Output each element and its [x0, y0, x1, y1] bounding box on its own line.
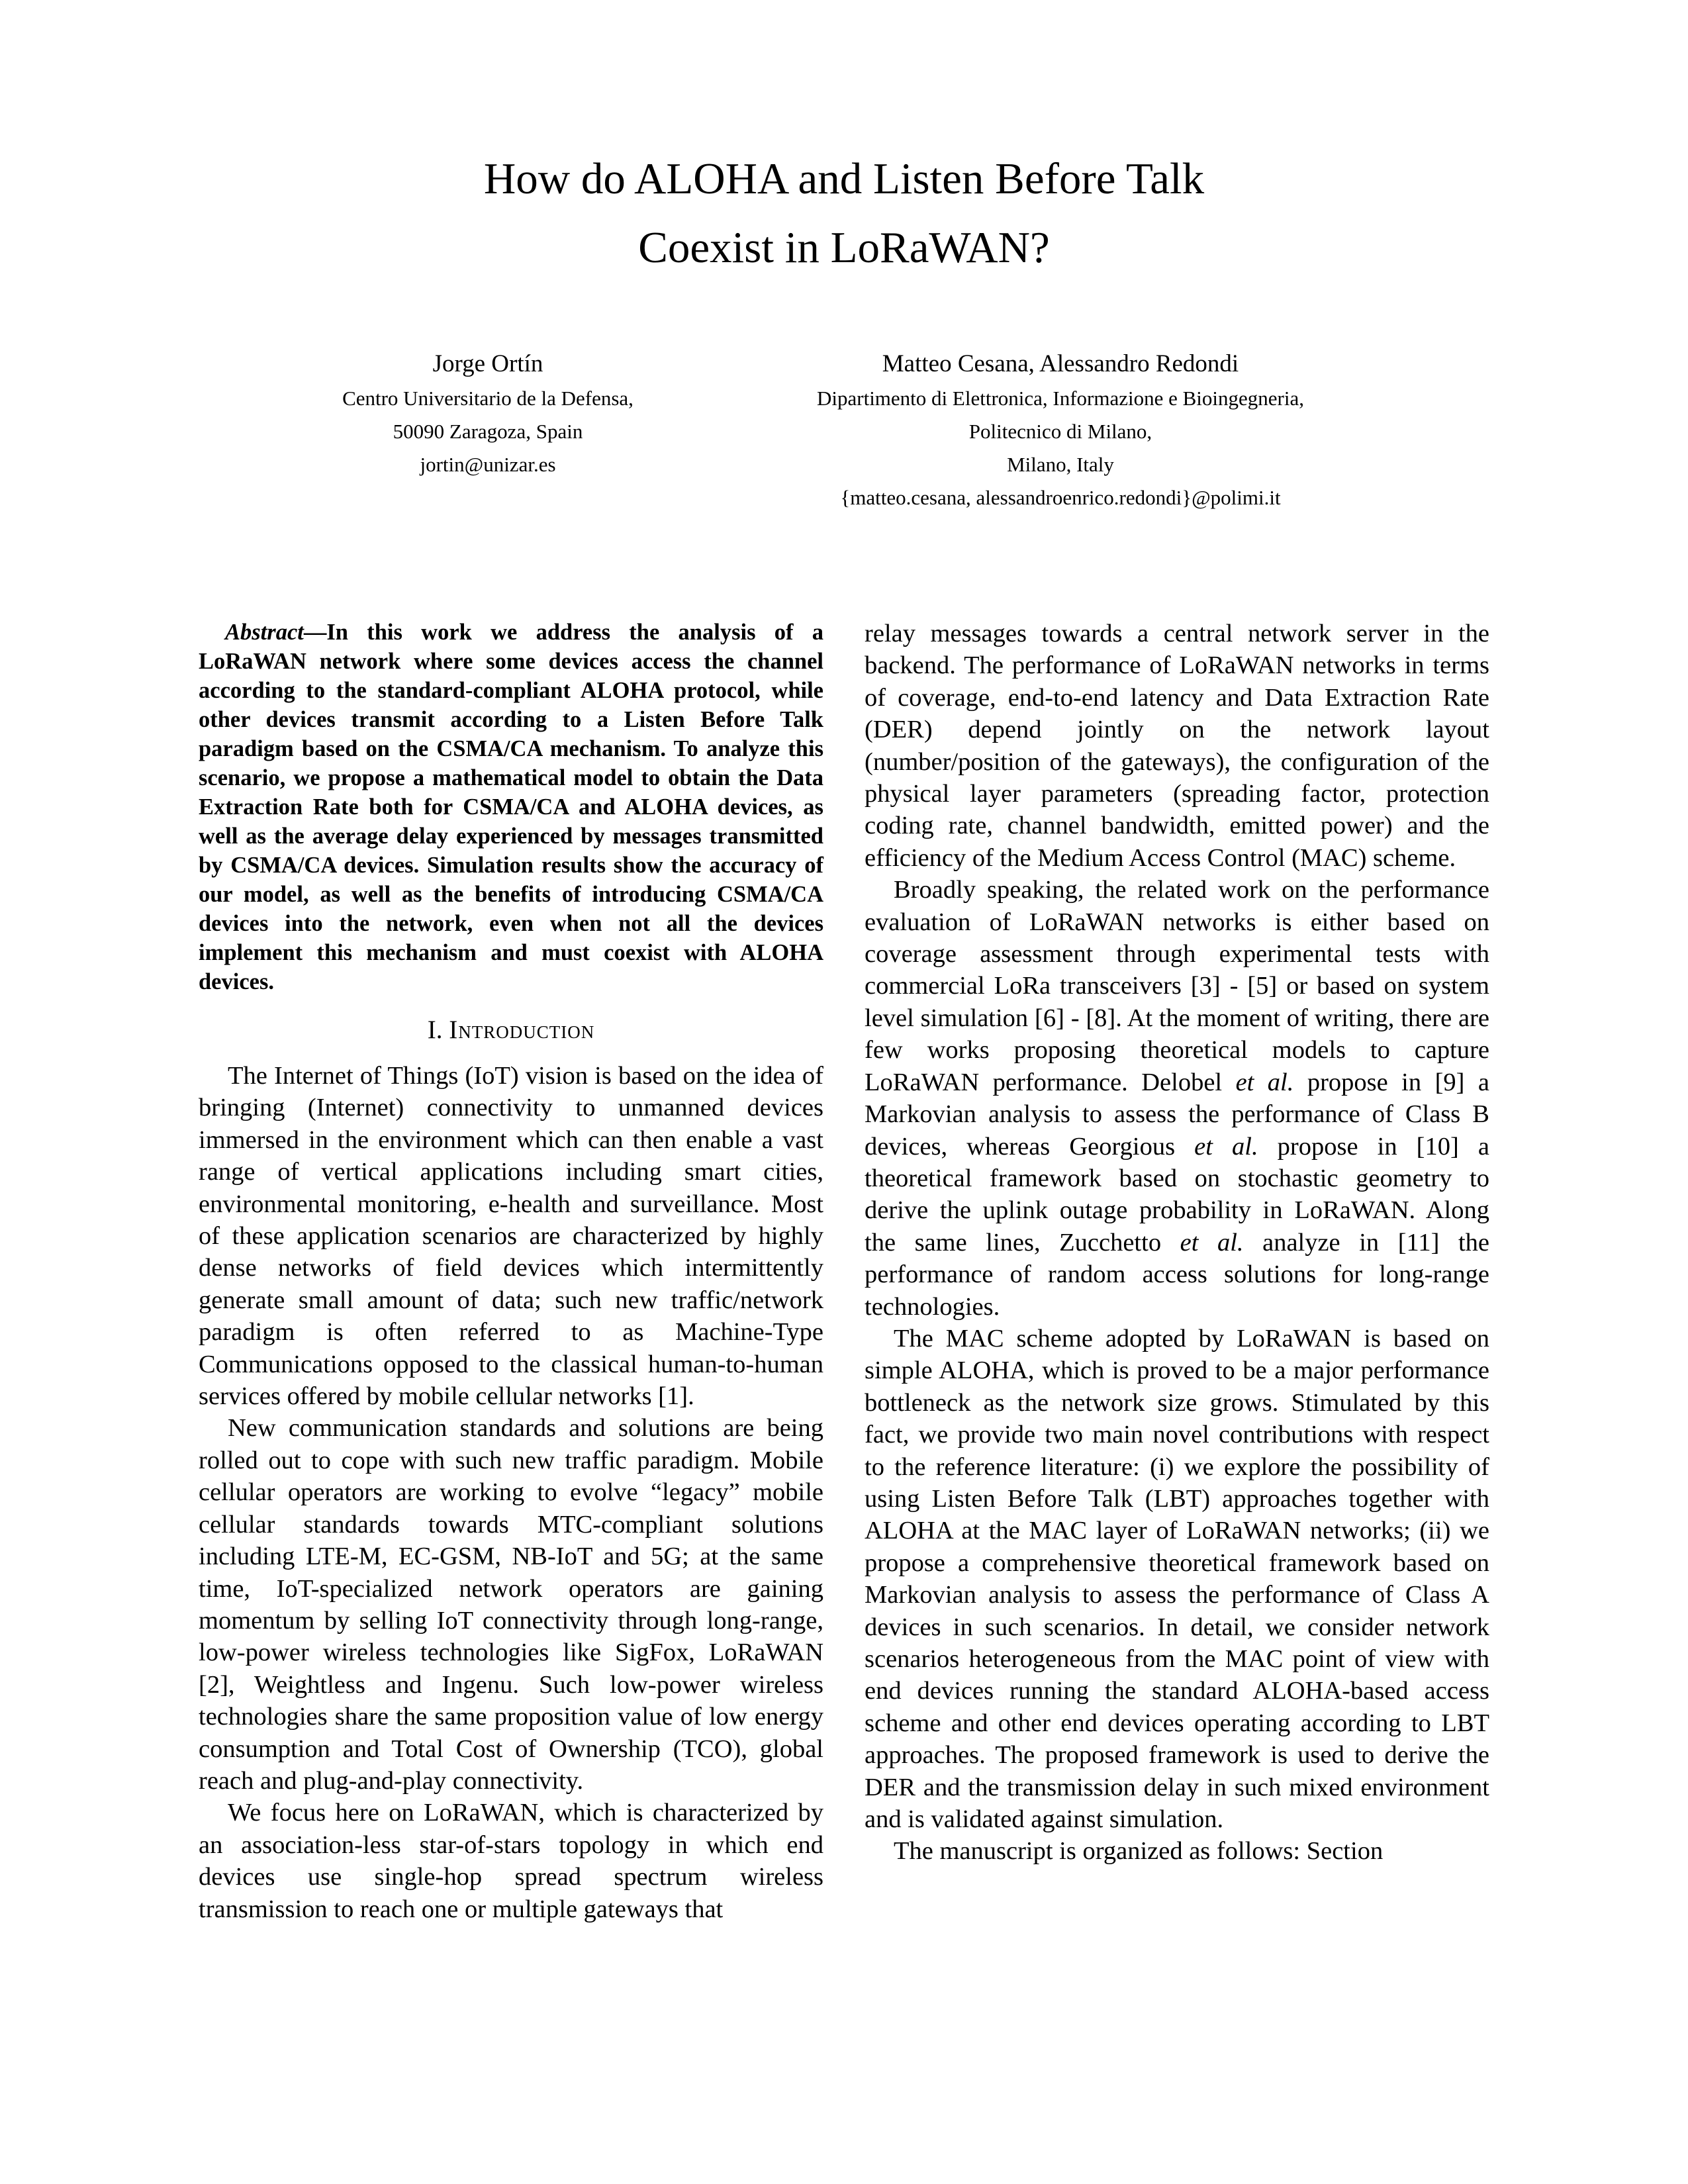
paper-title-line-2: Coexist in LoRaWAN? — [638, 223, 1050, 272]
text-run: I. — [427, 1016, 449, 1044]
abstract — [199, 618, 823, 996]
author-affiliation-line: 50090 Zaragoza, Spain — [393, 420, 583, 443]
paper-title-line-1: How do ALOHA and Listen Before Talk — [483, 154, 1205, 203]
intro-paragraph-3 — [199, 1797, 823, 1925]
author-affiliation-line: Centro Universitario de la Defensa, — [342, 387, 633, 410]
text-run: Introduction — [449, 1016, 595, 1044]
intro-paragraph-2 — [199, 1412, 823, 1797]
two-column-body — [199, 618, 1489, 1925]
column-right — [865, 618, 1489, 1925]
text-run: propose in [10] a theoretical framework based on stochastic geometry to derive the uplink outage probability in LoRaWAN. Along the same lines, Zucchetto — [865, 1132, 1489, 1257]
author-affiliation-line: {matteo.cesana, alessandroenrico.redondi}@polimi.it — [840, 486, 1281, 509]
intro-paragraph-1 — [199, 1060, 823, 1412]
text-run: et al. — [1180, 1228, 1244, 1257]
manuscript-organization-paragraph — [865, 1835, 1489, 1867]
text-run: et al. — [1194, 1132, 1258, 1161]
author-affiliation-line: Politecnico di Milano, — [968, 420, 1152, 443]
column-left — [199, 618, 823, 1925]
text-run: New communication standards and solutions are being rolled out to cope with such new traffic paradigm. Mobile cellular operators are working to evolve “legacy” mobile cellular standards towards MTC-compliant solutions including LTE-M, EC-GSM, NB-IoT and 5G; at the same time, IoT-specialized network operators are gaining momentum by selling IoT connectivity through long-range, low-power wireless technologies like SigFox, LoRaWAN [2], Weightless and Ingenu. Such low-power wireless technologies share the same proposition value of low energy consumption and Total Cost of Ownership (TCO), global reach and plug-and-play connectivity. — [199, 1414, 823, 1795]
text-run: The manuscript is organized as follows: Section — [894, 1837, 1383, 1866]
text-run: Abstract — [225, 620, 304, 645]
text-run: relay messages towards a central network server in the backend. The performance of LoRaWAN networks in terms of coverage, end-to-end latency and Data Extraction Rate (DER) depend jointly on the network layout (number/position of the gateways), the configuration of the physical layer parameters (spreading factor, protection coding rate, channel bandwidth, emitted power) and the efficiency of the Medium Access Control (MAC) scheme. — [865, 620, 1489, 872]
text-run: analyze in [11] the performance of random access solutions for long-range technologies. — [865, 1228, 1490, 1321]
author-name: Jorge Ortín — [432, 350, 543, 377]
text-run: propose in [9] a Markovian analysis to assess the performance of Class B devices, whereas Georgious — [865, 1068, 1489, 1161]
author-affiliation-line: jortin@unizar.es — [420, 453, 556, 476]
section-heading-introduction — [199, 1014, 823, 1046]
text-run: The MAC scheme adopted by LoRaWAN is based on simple ALOHA, which is proved to be a major performance bottleneck as the network size grows. Stimulated by this fact, we provide two main novel contributions with respect to the reference literature: (i) we explore the possibility of using Listen Before Talk (LBT) approaches together with ALOHA at the MAC layer of LoRaWAN networks; (ii) we propose a comprehensive theoretical framework based on Markovian analysis to assess the performance of Class A devices in such scenarios. In detail, we consider network scenarios heterogeneous from the MAC point of view with end devices running the standard ALOHA-based access scheme and other end devices operating according to LBT approaches. The proposed framework is used to derive the DER and the transmission delay in such mixed environment and is validated against simulation. — [865, 1324, 1489, 1834]
author-block-1 — [190, 346, 786, 481]
author-block-2 — [729, 346, 1391, 514]
text-run: We focus here on LoRaWAN, which is characterized by an association-less star-of-stars topology in which end devices use single-hop spread spectrum wireless transmission to reach one or multiple gateways that — [199, 1799, 823, 1923]
author-affiliation-line: Milano, Italy — [1007, 453, 1114, 476]
paper-title — [0, 144, 1688, 282]
related-work-paragraph — [865, 874, 1489, 1323]
author-affiliation-line: Dipartimento di Elettronica, Informazione e Bioingegneria, — [817, 387, 1304, 410]
author-affiliation-lines — [190, 382, 786, 481]
text-run: —In this work we address the analysis of a LoRaWAN network where some devices access the channel according to the standard-compliant ALOHA protocol, while other devices transmit according to a Listen Before Talk paradigm based on the CSMA/CA mechanism. To analyze this scenario, we propose a mathematical model to obtain the Data Extraction Rate both for CSMA/CA and ALOHA devices, as well as the average delay experienced by messages transmitted by CSMA/CA devices. Simulation results show the accuracy of our model, as well as the benefits of introducing CSMA/CA devices into the network, even when not all the devices implement this mechanism and must coexist with ALOHA devices. — [199, 620, 823, 994]
text-run: The Internet of Things (IoT) vision is based on the idea of bringing (Internet) connectivity to unmanned devices immersed in the environment which can then enable a vast range of vertical applications including smart cities, environmental monitoring, e-health and surveillance. Most of these application scenarios are characterized by highly dense networks of field devices which intermittently generate small amount of data; such new traffic/network paradigm is often referred to as Machine-Type Communications opposed to the classical human-to-human services offered by mobile cellular networks [1]. — [199, 1062, 823, 1411]
text-run: Broadly speaking, the related work on the performance evaluation of LoRaWAN networks is either based on coverage assessment through experimental tests with commercial LoRa transceivers [3] - [5] or based on system level simulation [6] - [8]. At the moment of writing, there are few works proposing theoretical models to capture LoRaWAN performance. Delobel — [865, 876, 1489, 1096]
author-name: Matteo Cesana, Alessandro Redondi — [882, 350, 1239, 377]
intro-paragraph-3-continued — [865, 618, 1489, 874]
author-affiliation-lines — [729, 382, 1391, 514]
text-run: et al. — [1235, 1068, 1294, 1096]
contributions-paragraph — [865, 1323, 1489, 1836]
